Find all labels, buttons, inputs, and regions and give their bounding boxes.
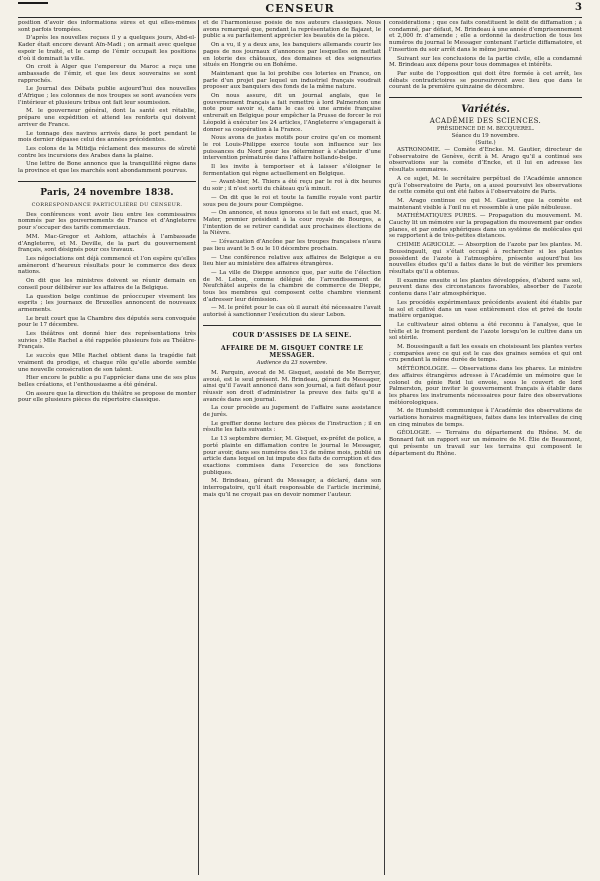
article-paragraph: M. Boussingault a fait les essais en choisissant les plantes vertes ; comparées avec ce qui est le cas des graines semées et qui ont cru pendant la même durée de temps. — [389, 344, 582, 364]
column-separator — [384, 20, 385, 875]
article-paragraph: Suivant sur les conclusions de la partie civile, elle a condamné M. Brindeau aux dépens pour tous dommages et intérêts. — [389, 55, 582, 69]
article-paragraph: On assure que la direction du théâtre se propose de monter pour elle plusieurs pièces du répertoire classique. — [18, 390, 196, 404]
column-separator — [198, 20, 199, 875]
article-paragraph: Le 13 septembre dernier, M. Gisquet, ex-préfet de police, a porté plainte en diffamation contre le journal le Messager, pour avoir, dans ses numéros des 13 de même mois, publié un article dans lequel on lui impute des faits de corruption et des exactions commises dans l’exercice de ses fonctions publiques. — [203, 436, 381, 476]
section-subtitle: AFFAIRE DE M. GISQUET CONTRE LE MESSAGER. — [220, 344, 364, 359]
article-paragraph: On dit que les ministres doivent se réunir demain en conseil pour délibérer sur les affaires de la Belgique. — [18, 278, 196, 291]
section-divider — [203, 325, 381, 326]
header-rule — [18, 17, 582, 18]
article-paragraph: Les théâtres ont donné hier des représentations très suivies ; Mlle Rachel a été rappelée plusieurs fois au Théâtre-Français. — [18, 331, 196, 351]
section-divider — [389, 97, 582, 98]
article-paragraph: La cour procède au jugement de l’affaire sans assistance de jurés. — [203, 405, 381, 419]
article-paragraph: position d’avoir des informations sûres et qui elles-mêmes sont parfois trompées. — [18, 20, 196, 33]
article-paragraph: Il examine ensuite si les plantes développées, d’abord sans sol, peuvent dans des circonstances favorables, absorber de l’azote contenu dans l’air atmosphérique. — [389, 277, 582, 298]
academy-title: ACADÉMIE DES SCIENCES. — [429, 117, 542, 126]
article-paragraph: M. le gouverneur général, dont la santé est rétablie, prépare une expédition et attend les renforts qui doivent arriver de France. — [18, 108, 196, 128]
article-paragraph: — Avant-hier, M. Thiers a été reçu par le roi à dix heures du soir ; il n’est sorti du château qu’à minuit. — [203, 179, 381, 193]
column-3 — [389, 20, 582, 875]
article-paragraph: — M. le préfet pour le cas où il aurait été nécessaire l’avait autorisé à sanctionner l’exécution du sieur Lebon. — [203, 305, 381, 319]
article-paragraph: et de l’harmonieuse poésie de nos auteurs classiques. Nous avons remarqué que, pendant la représentation de Bajazet, le public a su parfaitement apprécier les beautés de la pièce. — [203, 20, 381, 40]
article-paragraph: D’après les nouvelles reçues il y a quelques jours, Abd-el-Kader était encore devant Aïn-Madi ; on armait avec quelque espoir le traité, et le camp de l’émir occupait les positions d’où il dominait la ville. — [18, 35, 196, 62]
section-title: COUR D’ASSISES DE LA SEINE. — [232, 331, 352, 339]
article-paragraph: Les colons de la Mitidja réclament des mesures de sûreté contre les incursions des Arabes dans la plaine. — [18, 145, 196, 159]
article-paragraph: Une lettre de Bone annonce que la tranquillité règne dans la province et que les marchés sont abondamment pourvus. — [18, 161, 196, 175]
dateline: Paris, 24 novembre 1838. — [40, 187, 174, 198]
article-paragraph: MÉTÉOROLOGIE. — Observations dans les phares. Le ministre des affaires étrangères adresse à l’Académie un mémoire que le colonel du génie Reid lui envoie, sous le couvert de lord Palmerston, pour inviter le gouvernement français à établir dans les phares les instruments nécessaires pour faire des observations météorologiques. — [389, 366, 582, 406]
article-paragraph: MATHÉMATIQUES PURES. — Propagation du mouvement. M. Cauchy lit un mémoire sur la propagation du mouvement par ondes planes, et par ondes sphériques dans un système de molécules qui se rapportent à de très-petites distances. — [389, 213, 582, 240]
article-paragraph: Le cultivateur ainsi obtenu a été reconnu à l’analyse, que le trèfle et le froment perdent de l’azote lorsqu’on le cultive dans un sol stérile. — [389, 321, 582, 342]
article-paragraph: Par suite de l’opposition qui doit être formée à cet arrêt, les débats contradictoires se poursuivront avec lieu que dans le courant de la première quinzaine de décembre. — [389, 70, 582, 91]
article-paragraph: Le tonnage des navires arrivés dans le port pendant le mois dernier dépasse celui des années précédentes. — [18, 130, 196, 144]
section-divider — [18, 181, 196, 182]
masthead — [18, 2, 582, 16]
article-paragraph: Le succès que Mlle Rachel obtient dans la tragédie fait vraiment du prodige, et chaque rôle qu’elle aborde semble une nouvelle consécration de son talent. — [18, 353, 196, 373]
article-paragraph: On a vu, il y a deux ans, les banquiers allemands courir les pages de nos journaux d’annonces par lesquelles on mettait en loterie des châteaux, des domaines et des seigneuries situés en Hongrie ou en Bohême. — [203, 42, 381, 69]
article-paragraph: M. de Humboldt communique à l’Académie des observations de variations horaires magnétiques, faites dans les intervalles de cinq en cinq minutes de temps. — [389, 408, 582, 428]
academy-seance: Séance du 19 novembre. — [451, 133, 520, 140]
article-paragraph: M. Parquin, avocat de M. Gisquet, assisté de Me Berryer, avoué, est le seul présent. M. Brindeau, gérant du Messager, ainsi qu’il l’avait annoncé dans son journal, a fait défaut pour réussir son droit d’administrer la preuve des faits qu’il a avancés dans son journal. — [203, 369, 381, 403]
column-1 — [18, 20, 196, 875]
article-paragraph: Des conférences vont avoir lieu entre les commissaires nommés par les gouvernements de France et d’Angleterre pour s’occuper des tarifs commerciaux. — [18, 211, 196, 232]
article-paragraph: La question belge continue de préoccuper vivement les esprits ; les journaux de Bruxelles annoncent de nouveaux armements. — [18, 293, 196, 313]
page-number: 3 — [575, 2, 582, 13]
article-paragraph: ASTRONOMIE. — Comète d’Encke. M. Gautier, directeur de l’observatoire de Genève, écrit à M. Arago qu’il a continué ses observations sur la comète d’Encke, et il lui en adresse les résultats sommaires. — [389, 147, 582, 174]
article-paragraph: MM. Mac-Gregor et Ashlom, attachés à l’ambassade d’Angleterre, et M. Deville, de la part du gouvernement français, sont désignés pour ces travaux. — [18, 233, 196, 254]
article-paragraph: On nous assure, dit un journal anglais, que le gouvernement français a fait remettre à lord Palmerston une note pour savoir si, dans le cas où une armée française entrerait en Belgique pour empêcher la Prusse de forcer le roi Léopold à exécuter les 24 articles, l’Angleterre s’engagerait à donner sa coopération à la France. — [203, 93, 381, 133]
article-paragraph: Il les invite à temporiser et à laisser s’éloigner le fermentation qui règne actuellement en Belgique. — [203, 164, 381, 177]
article-paragraph: Nous avons de justes motifs pour croire qu’en ce moment le roi Louis-Philippe exerce toute son influence sur les puissances du Nord pour les déterminer à s’abstenir d’une intervention prématurée dans l’affaire hollando-belge. — [203, 135, 381, 162]
article-paragraph: Hier encore le public a pu l’apprécier dans une de ses plus belles créations, et l’enthousiasme a été général. — [18, 375, 196, 388]
article-paragraph: Les procédés expérimentaux précédents avaient été établis par le sol et cultivé dans un vase entièrement clos et privé de toute matière organique. — [389, 299, 582, 320]
article-paragraph: Maintenant que la loi prohibe ces loteries en France, on parle d’un projet par lequel un industriel français voudrait proposer aux banquiers des fonds de la même nature. — [203, 70, 381, 91]
academy-suite: (Suite.) — [475, 140, 496, 147]
article-paragraph: On croit à Alger que l’empereur du Maroc a reçu une ambassade de l’émir, et que les deux souverains se sont rapprochés. — [18, 64, 196, 84]
article-paragraph: — Une conférence relative aux affaires de Belgique a eu lieu hier au ministère des affaires étrangères. — [203, 254, 381, 268]
academy-presidence: PRÉSIDENCE DE M. BECQUEREL. — [436, 126, 535, 133]
article-paragraph: — On annonce, et nous ignorons si le fait est exact, que M. Mater, premier président à la cour royale de Bourges, a l’intention de se retirer candidat aux prochaines élections de la Nièvre. — [203, 210, 381, 237]
article-paragraph: Le Journal des Débats publie aujourd’hui des nouvelles d’Afrique ; les colonnes de nos troupes se sont avancées vers l’intérieur et plusieurs tribus ont fait leur soumission. — [18, 86, 196, 106]
article-paragraph: — On dit que le roi et toute la famille royale vont partir sous peu de jours pour Compiègne. — [203, 194, 381, 208]
newspaper-title: CENSEUR — [265, 2, 335, 15]
article-paragraph: GÉOLOGIE. — Terrains du département du Rhône. M. de Bonnard fait un rapport sur un mémoire de M. Élie de Beaumont, qui présente un travail sur les terrains qui composent le département du Rhône. — [389, 430, 582, 457]
article-paragraph: — La ville de Dieppe annonce que, par suite de l’élection de M. Lebon, comme délégué de l’arrondissement de Neufchâtel auprès de la chambre de commerce de Dieppe, tous les membres qui composent cette chambre viennent d’adresser leur démission. — [203, 269, 381, 303]
article-paragraph: CHIMIE AGRICOLE. — Absorption de l’azote par les plantes. M. Boussingault, qui s’était occupé à rechercher si les plantes possèdent de l’azote à l’atmosphère, présente aujourd’hui les nouvelles études qu’il a faites dans le but de vérifier les premiers résultats qu’il a obtenus. — [389, 242, 582, 275]
section-date: Audience du 23 novembre. — [256, 359, 328, 366]
article-paragraph: M. Brindeau, gérant du Messager, a déclaré, dans son interrogatoire, qu’il était responsable de l’article incriminé, mais qu’il ne croyait pas en devoir nommer l’auteur. — [203, 478, 381, 498]
article-paragraph: Le bruit court que la Chambre des députés sera convoquée pour le 17 décembre. — [18, 315, 196, 329]
column-2 — [203, 20, 381, 875]
article-paragraph: — L’évacuation d’Ancône par les troupes françaises n’aura pas lieu avant le 5 ou le 10 décembre prochain. — [203, 239, 381, 252]
section-varietes: Variétés. — [461, 104, 510, 116]
article-paragraph: M. Arago continue ce qui M. Gautier, que la comète est maintenant visible à l’œil nu et ressemble à une pâle nébuleuse. — [389, 197, 582, 211]
article-paragraph: Le greffier donne lecture des pièces de l’instruction ; il en résulte les faits suivants : — [203, 420, 381, 434]
article-paragraph: considérations ; que ces faits constituent le délit de diffamation ; à condamné, par défaut, M. Brindeau à une année d’emprisonnement et 2,000 fr. d’amende ; elle a ordonné la destruction de tous les numéros du journal le Messager contenant l’article diffamatoire, et l’insertion du soir arrêt dans le même journal. — [389, 20, 582, 53]
article-paragraph: Les négociations ont déjà commencé et l’on espère qu’elles amèneront d’heureux résultats pour le commerce des deux nations. — [18, 255, 196, 276]
article-paragraph: A ce sujet, M. le secrétaire perpétuel de l’Académie annonce qu’à l’observatoire de Paris, on a aussi poursuivi les observations de cette comète qui ont été faites à l’observatoire de Paris. — [389, 175, 582, 196]
dateline-subtitle: CORRESPONDANCE PARTICULIÈRE DU CENSEUR. — [31, 201, 183, 208]
